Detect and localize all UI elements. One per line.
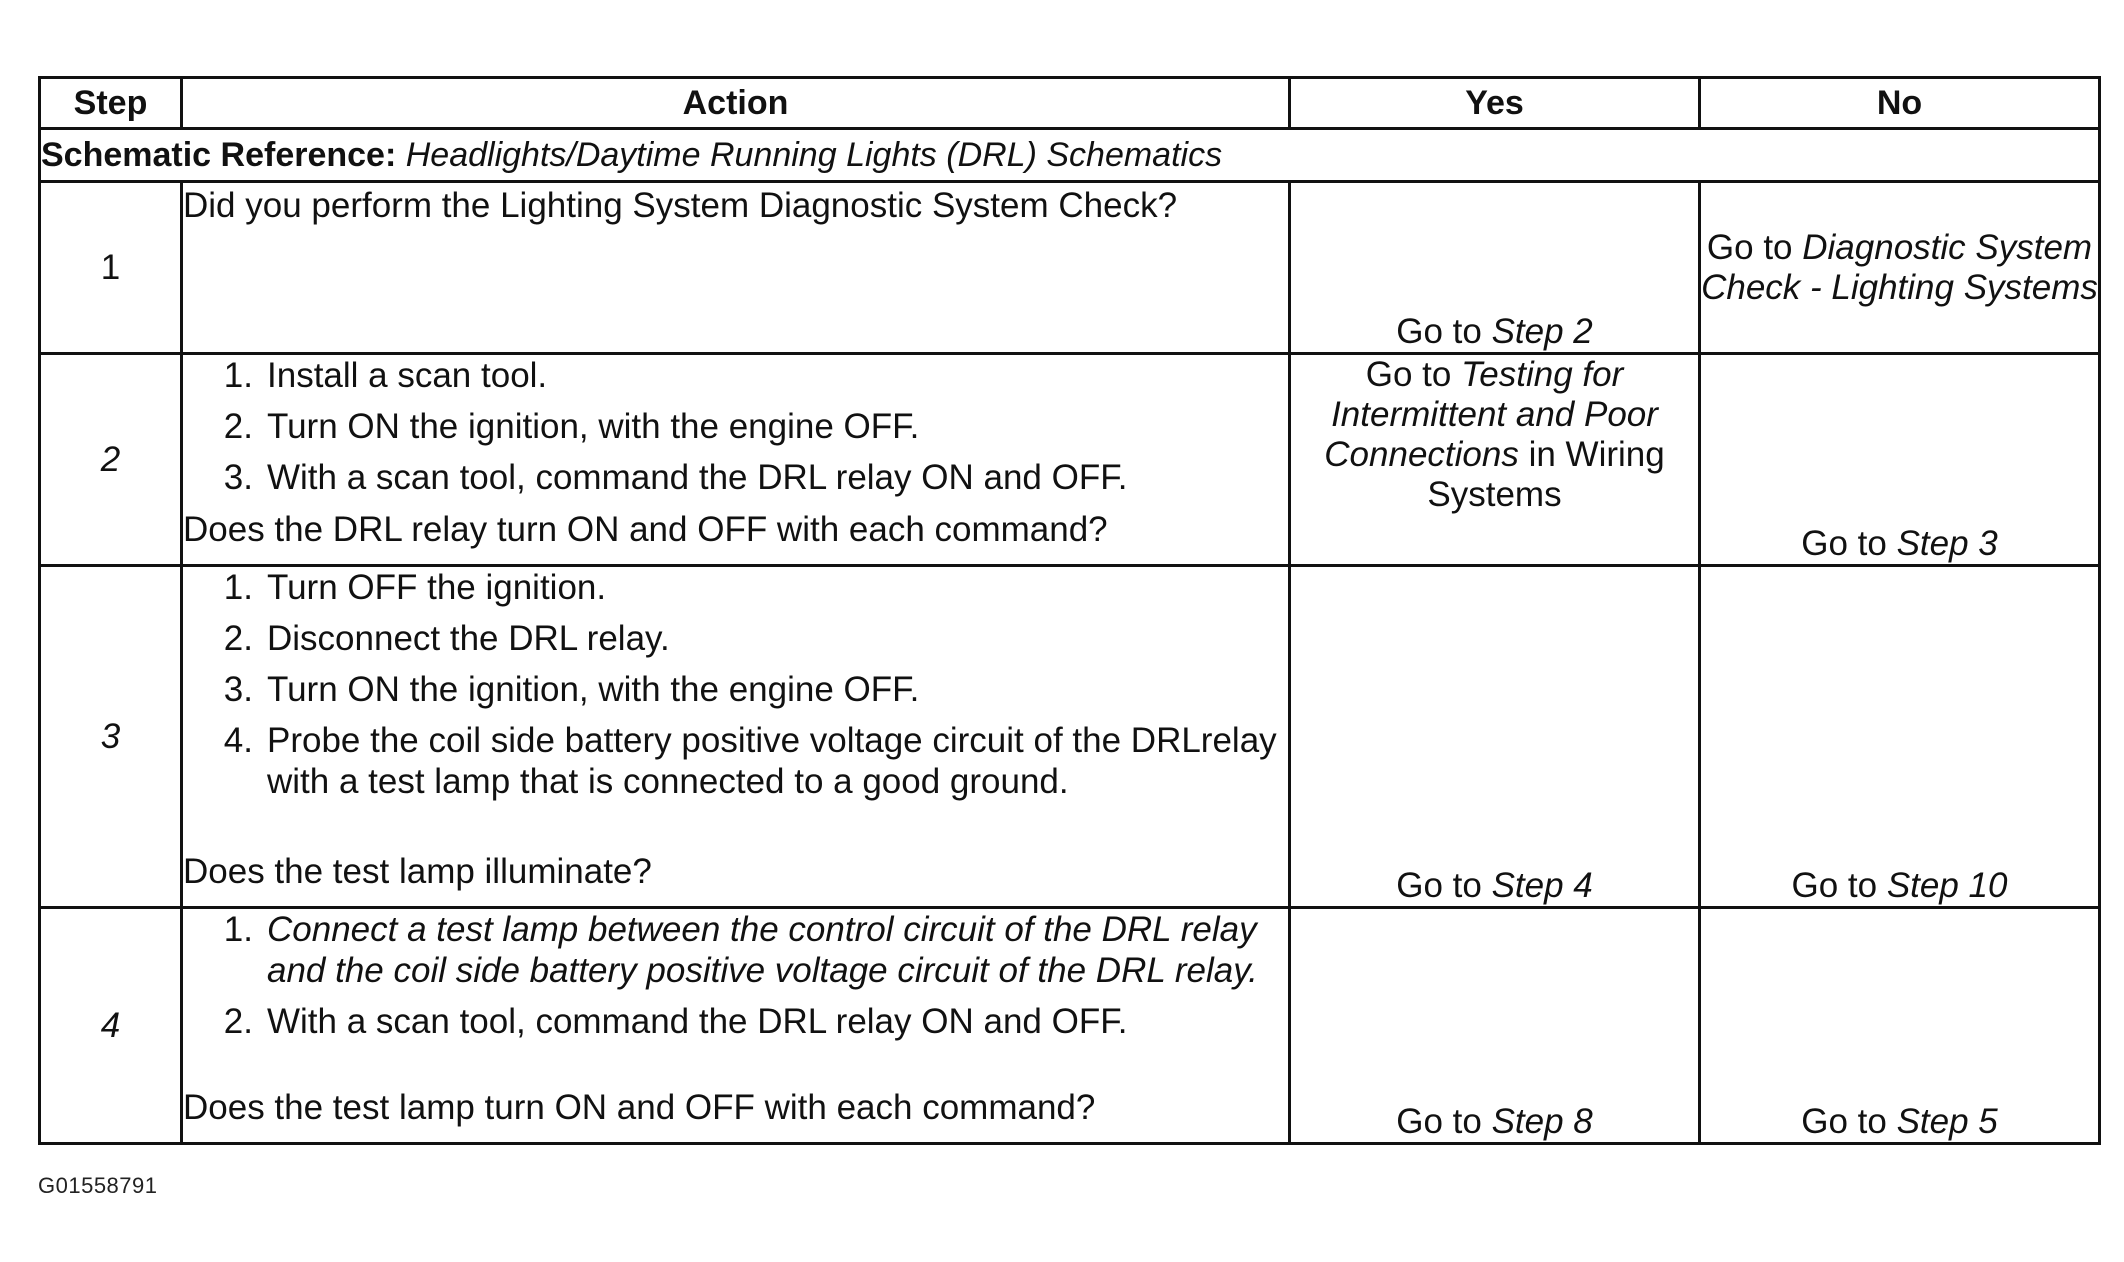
action-step-item: With a scan tool, command the DRL relay ON and OFF. (267, 458, 1128, 497)
action-step-item: Turn ON the ignition, with the engine OFF. (267, 670, 920, 709)
yes-prefix: Go to (1396, 866, 1492, 905)
action-steps-list (183, 567, 1288, 802)
no-reference-link[interactable]: Diagnostic System Check - Lighting Systems (1701, 227, 2098, 307)
action-question: Does the test lamp illuminate? (183, 852, 652, 891)
yes-prefix: Go to (1365, 355, 1462, 394)
action-question: Does the test lamp turn ON and OFF with each command? (183, 1088, 1096, 1127)
action-step-item: Connect a test lamp between the control circuit of the DRL relay and the coil side battery positive voltage circuit of the DRL relay. (267, 910, 1258, 990)
action-step-item: Probe the coil side battery positive voltage circuit of the DRLrelay with a test lamp that is connected to a good ground. (267, 721, 1277, 801)
action-cell (182, 566, 1290, 908)
yes-prefix: Go to (1396, 312, 1492, 351)
diagnostic-table (38, 76, 2101, 1145)
action-question: Does the DRL relay turn ON and OFF with each command? (183, 510, 1108, 549)
table-row-step-2 (40, 354, 2100, 566)
action-cell (182, 182, 1290, 354)
no-cell[interactable] (1700, 908, 2100, 1144)
header-action: Action (182, 78, 1290, 129)
no-reference-link[interactable]: Step 10 (1886, 866, 2008, 905)
no-prefix: Go to (1801, 1102, 1897, 1141)
yes-reference-link[interactable]: Testing for Intermittent and Poor Connections (1324, 355, 1658, 474)
yes-cell[interactable] (1290, 908, 1700, 1144)
table-row-step-1 (40, 182, 2100, 354)
yes-prefix: Go to (1396, 1102, 1492, 1141)
table-row-step-3 (40, 566, 2100, 908)
action-step-item: Disconnect the DRL relay. (267, 619, 670, 658)
action-step-item: With a scan tool, command the DRL relay ON and OFF. (267, 1002, 1128, 1041)
yes-suffix: in Wiring Systems (1427, 435, 1665, 514)
header-step: Step (40, 78, 182, 129)
step-number: 2 (40, 354, 182, 566)
header-no: No (1700, 78, 2100, 129)
no-prefix: Go to (1801, 524, 1897, 563)
no-prefix: Go to (1706, 227, 1803, 267)
diagnostic-table-container (38, 76, 2098, 1145)
no-prefix: Go to (1791, 866, 1887, 905)
figure-id: G01558791 (38, 1173, 158, 1198)
yes-cell[interactable] (1290, 182, 1700, 354)
header-yes: Yes (1290, 78, 1700, 129)
schematic-reference-cell (40, 129, 2100, 182)
no-cell[interactable] (1700, 354, 2100, 566)
action-step-item: Install a scan tool. (267, 356, 548, 395)
yes-reference-link[interactable]: Step 8 (1491, 1102, 1593, 1141)
action-steps-list (183, 355, 1288, 498)
action-cell (182, 908, 1290, 1144)
schematic-reference-link[interactable]: Headlights/Daytime Running Lights (DRL) Schematics (405, 135, 1223, 174)
step-number: 1 (40, 182, 182, 354)
yes-cell[interactable] (1290, 566, 1700, 908)
action-steps-list (183, 909, 1288, 1042)
schematic-reference-label: Schematic Reference: (41, 135, 397, 174)
table-row-step-4 (40, 908, 2100, 1144)
no-reference-link[interactable]: Step 3 (1896, 524, 1998, 563)
yes-cell[interactable] (1290, 354, 1700, 566)
step-number: 4 (40, 908, 182, 1144)
yes-reference-link[interactable]: Step 2 (1491, 312, 1593, 351)
step-number: 3 (40, 566, 182, 908)
no-cell[interactable] (1700, 182, 2100, 354)
action-step-item: Turn ON the ignition, with the engine OFF. (267, 407, 920, 446)
action-step-item: Turn OFF the ignition. (267, 568, 607, 607)
header-row (40, 78, 2100, 129)
schematic-reference-row (40, 129, 2100, 182)
no-reference-link[interactable]: Step 5 (1896, 1102, 1998, 1141)
action-question: Did you perform the Lighting System Diagnostic System Check? (183, 186, 1178, 225)
yes-reference-link[interactable]: Step 4 (1491, 866, 1593, 905)
no-cell[interactable] (1700, 566, 2100, 908)
action-cell (182, 354, 1290, 566)
